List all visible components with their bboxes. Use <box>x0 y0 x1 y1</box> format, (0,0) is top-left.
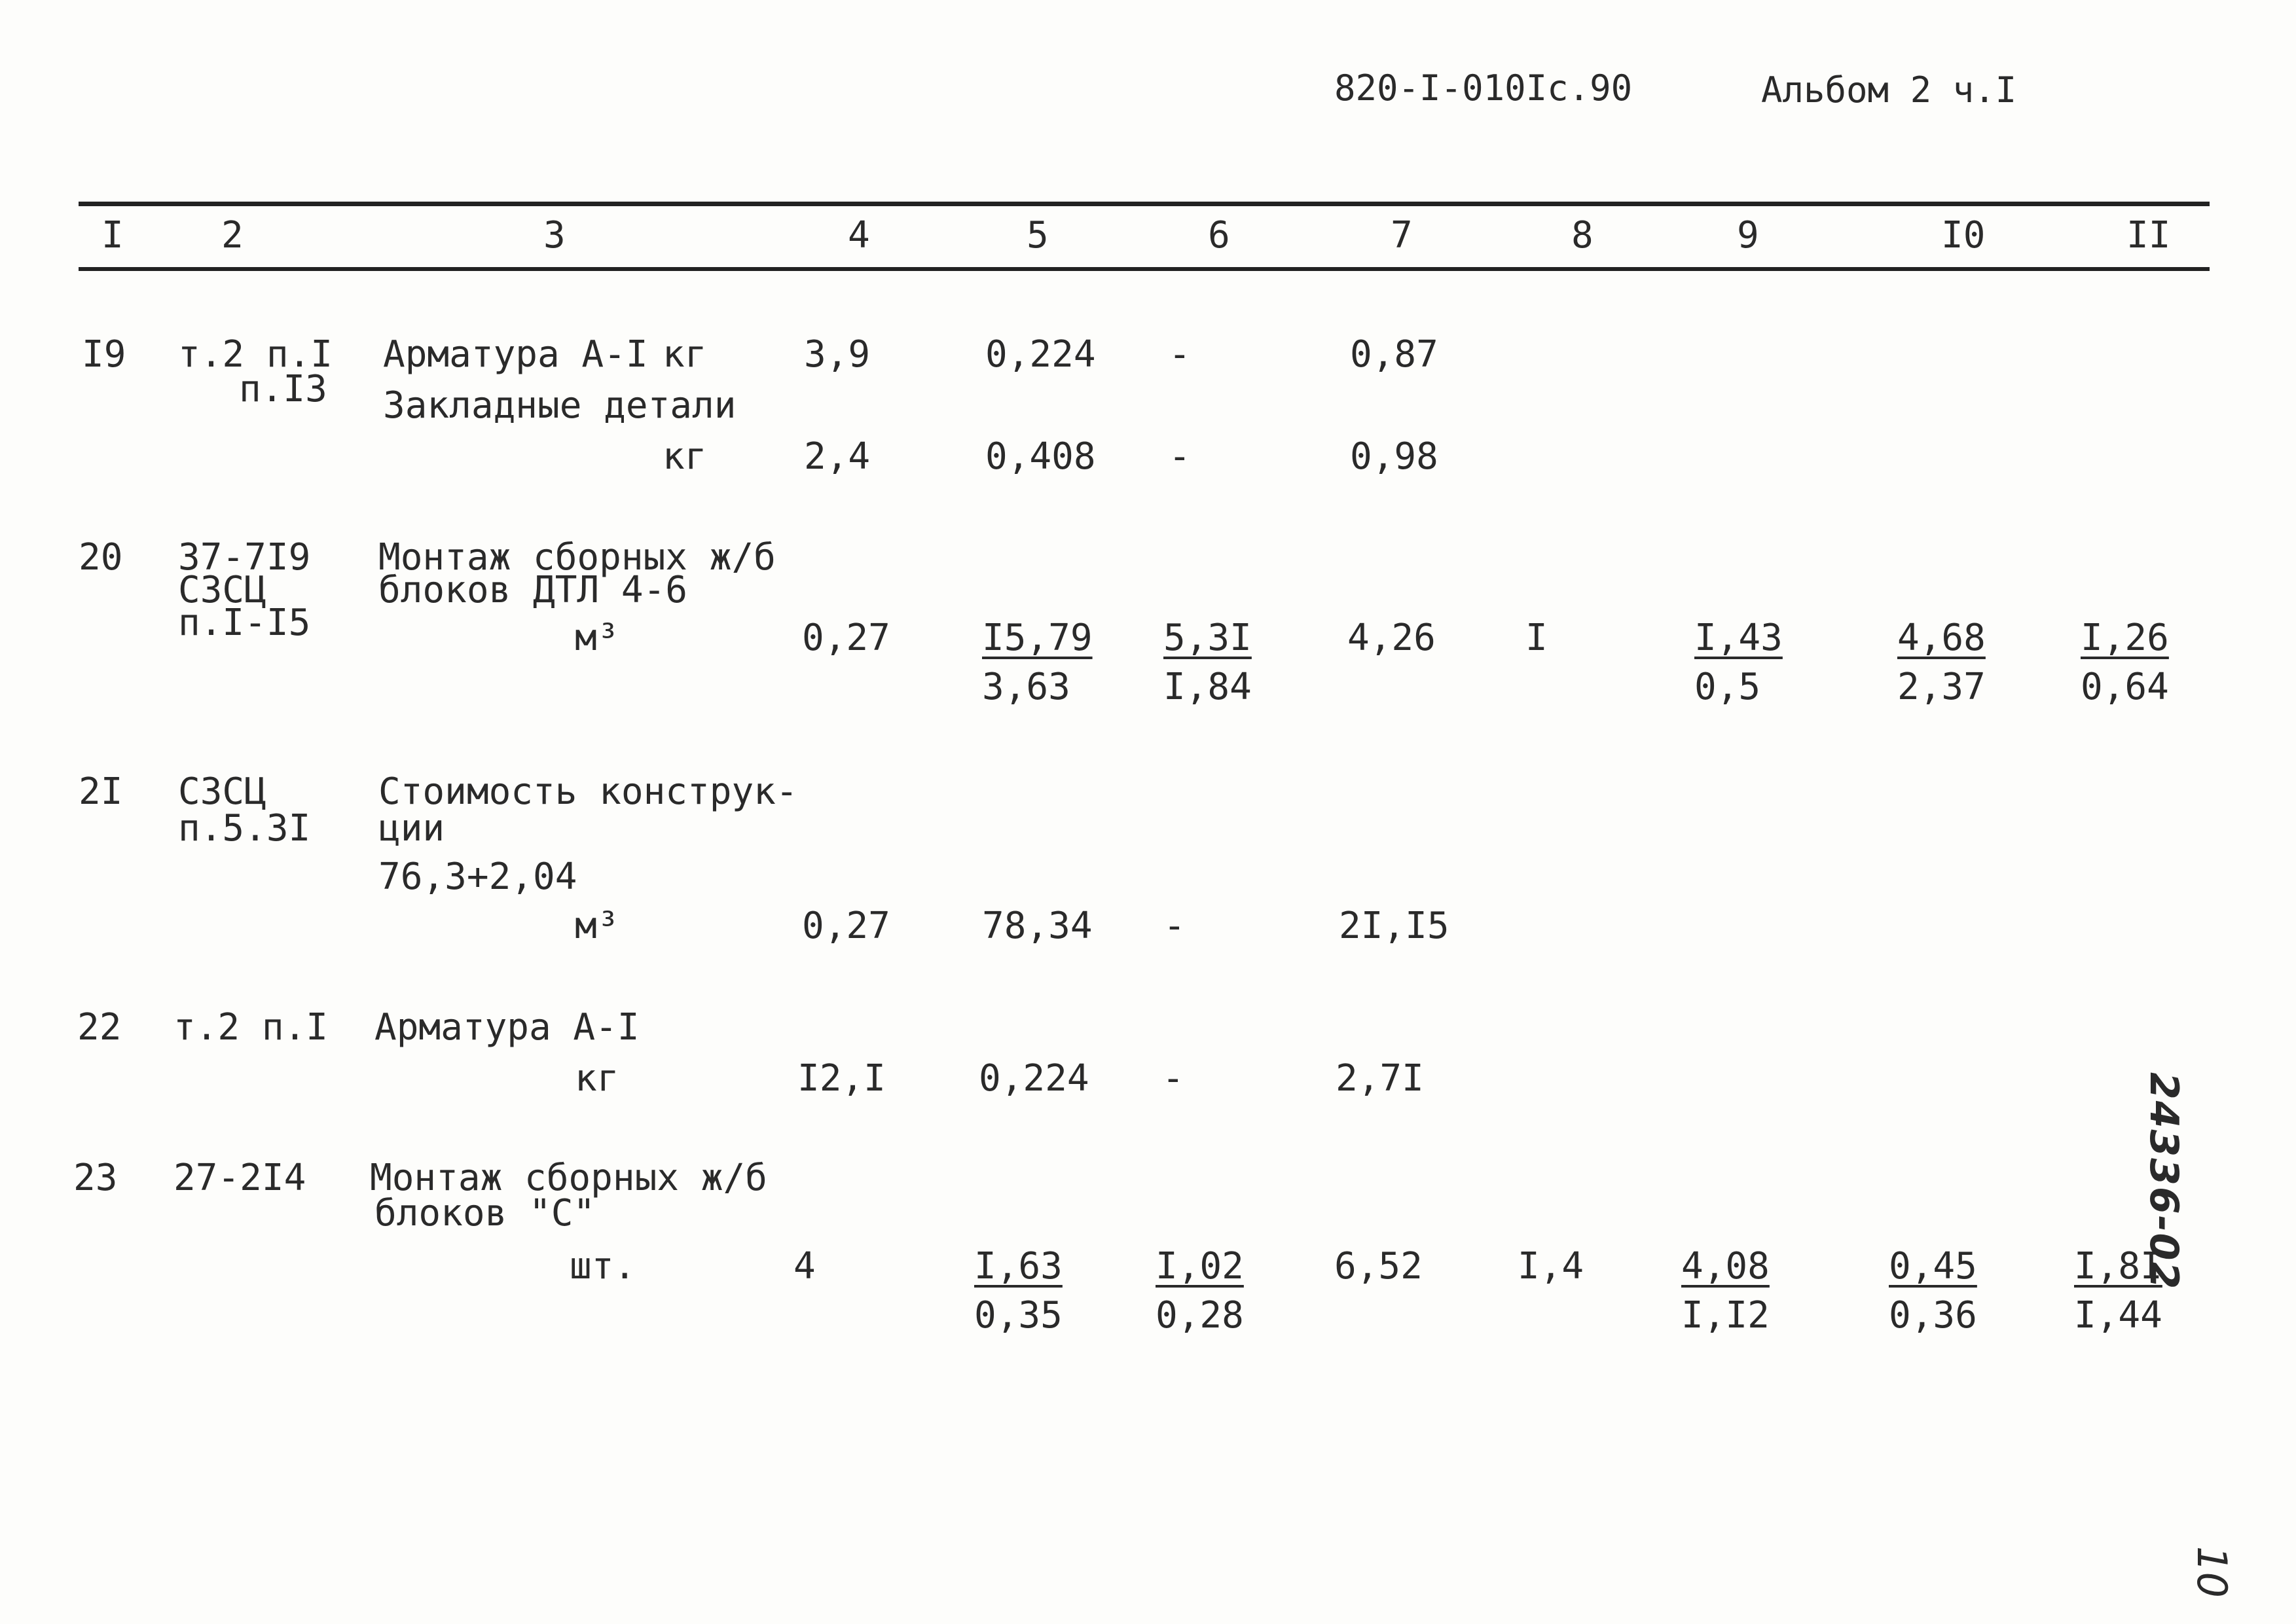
cell-c8: I <box>1525 617 1548 659</box>
cell-c6: - <box>1163 905 1186 947</box>
cell-c6: - <box>1169 333 1191 376</box>
unit: кг <box>663 333 707 376</box>
unit: м³ <box>575 617 619 659</box>
cell-c7: 4,26 <box>1347 617 1436 659</box>
row-number: 23 <box>73 1157 118 1199</box>
item-name: Монтаж сборных ж/б <box>378 536 776 579</box>
quantity: 4 <box>793 1245 816 1288</box>
quantity: 0,27 <box>802 905 890 947</box>
quantity: I2,I <box>797 1057 886 1100</box>
norm-reference: СЗСЦ <box>178 569 266 611</box>
cell-c5: 0,224 <box>979 1057 1089 1100</box>
cell-c5-top: I,63 <box>974 1245 1063 1288</box>
column-header: 4 <box>848 214 870 257</box>
cell-c7: 6,52 <box>1334 1245 1423 1288</box>
item-name: блоков "С" <box>374 1192 596 1235</box>
norm-reference: т.2 п.I <box>178 333 333 376</box>
quantity: 3,9 <box>804 333 871 376</box>
cell-c7: 2,7I <box>1336 1057 1424 1100</box>
cell-c6-top: 5,3I <box>1163 617 1252 659</box>
unit: шт. <box>570 1245 636 1288</box>
norm-reference: п.5.3I <box>178 807 311 850</box>
table-top-rule <box>79 202 2210 206</box>
unit: кг <box>575 1057 619 1100</box>
norm-reference: п.I3 <box>239 368 327 410</box>
quantity: 2,4 <box>804 435 871 478</box>
item-name: блоков ДТЛ 4-6 <box>378 569 688 611</box>
cell-c10-bottom: 0,36 <box>1889 1294 1977 1337</box>
item-name: Арматура А-I <box>374 1006 640 1049</box>
cell-c10-top: 4,68 <box>1897 617 1986 659</box>
cell-c7: 0,87 <box>1350 333 1438 376</box>
norm-reference: п.I-I5 <box>178 602 311 644</box>
cell-c11-top: I,26 <box>2081 617 2169 659</box>
norm-reference: т.2 п.I <box>173 1006 329 1049</box>
cell-c5-bottom: 3,63 <box>982 666 1070 708</box>
header-bottom-rule <box>79 267 2210 271</box>
cell-c6: - <box>1169 435 1191 478</box>
row-number: I9 <box>82 333 126 376</box>
norm-reference: 27-2I4 <box>173 1157 306 1199</box>
cell-c11-bottom: 0,64 <box>2081 666 2169 708</box>
cell-c6: - <box>1162 1057 1184 1100</box>
cell-c9-top: I,43 <box>1694 617 1783 659</box>
column-header: 7 <box>1391 214 1413 257</box>
cell-c9-bottom: 0,5 <box>1694 666 1761 708</box>
column-header: 9 <box>1737 214 1759 257</box>
cell-c11-bottom: I,44 <box>2074 1294 2162 1337</box>
cell-c8: I,4 <box>1518 1245 1584 1288</box>
cell-c10-bottom: 2,37 <box>1897 666 1986 708</box>
row-number: 2I <box>79 770 123 813</box>
norm-reference: 37-7I9 <box>178 536 311 579</box>
cell-c5: 78,34 <box>982 905 1093 947</box>
column-header: 8 <box>1571 214 1594 257</box>
cell-c5: 0,224 <box>985 333 1096 376</box>
item-name: Монтаж сборных ж/б <box>370 1157 767 1199</box>
cell-c6-bottom: 0,28 <box>1156 1294 1244 1337</box>
column-header: II <box>2126 214 2171 257</box>
album-label: Альбом 2 ч.I <box>1761 69 2017 111</box>
cell-c6-top: I,02 <box>1156 1245 1244 1288</box>
row-number: 22 <box>77 1006 122 1049</box>
item-name: Стоимость конструк- <box>378 770 798 813</box>
page-number: 10 <box>2188 1546 2236 1598</box>
item-name: ции <box>378 807 445 850</box>
column-header: 3 <box>543 214 566 257</box>
cell-c7: 2I,I5 <box>1339 905 1449 947</box>
norm-reference: СЗСЦ <box>178 770 266 813</box>
cell-c11-top: I,8I <box>2074 1245 2162 1288</box>
item-name: Арматура А-I <box>383 333 648 376</box>
cell-c10-top: 0,45 <box>1889 1245 1977 1288</box>
column-header: I <box>101 214 124 257</box>
cell-c9-bottom: I,I2 <box>1681 1294 1770 1337</box>
cell-c5-top: I5,79 <box>982 617 1093 659</box>
column-header: 5 <box>1027 214 1049 257</box>
cell-c7: 0,98 <box>1350 435 1438 478</box>
quantity: 0,27 <box>802 617 890 659</box>
cell-c5-bottom: 0,35 <box>974 1294 1063 1337</box>
column-header: 2 <box>221 214 244 257</box>
cell-c5: 0,408 <box>985 435 1096 478</box>
document-code: 820-I-010Ic.90 <box>1334 67 1633 109</box>
handwritten-inventory-number: 24336-02 <box>2141 1072 2187 1291</box>
unit: кг <box>663 435 707 478</box>
item-formula: 76,3+2,04 <box>378 856 577 898</box>
unit: м³ <box>575 905 619 947</box>
item-name: Закладные детали <box>383 384 737 427</box>
column-header: 6 <box>1208 214 1230 257</box>
cell-c9-top: 4,08 <box>1681 1245 1770 1288</box>
cell-c6-bottom: I,84 <box>1163 666 1252 708</box>
column-header: I0 <box>1941 214 1986 257</box>
row-number: 20 <box>79 536 123 579</box>
